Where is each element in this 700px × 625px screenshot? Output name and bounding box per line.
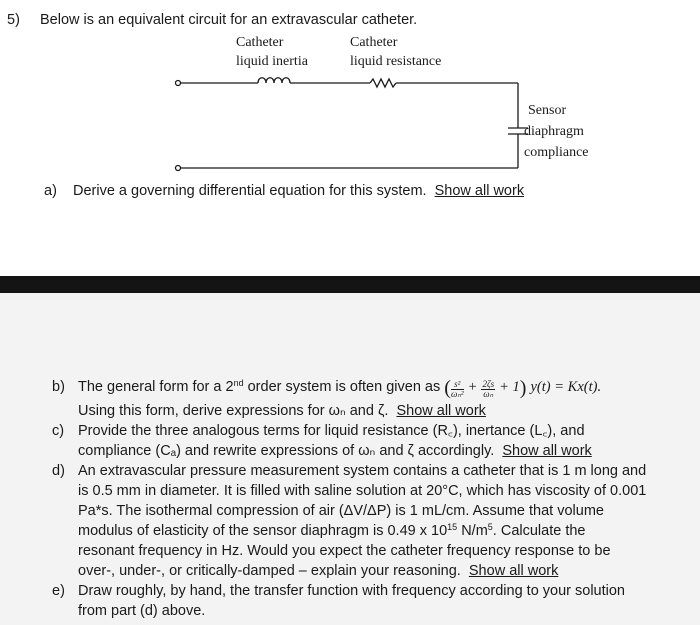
part-e-line-1: Draw roughly, by hand, the transfer function with frequency according to your solution (78, 583, 625, 599)
inductor-symbol (258, 78, 290, 83)
part-e-line-2: from part (d) above. (78, 603, 206, 619)
part-b-letter: b) (52, 379, 65, 395)
label-catheter-resistance-1: Catheter (350, 35, 398, 50)
part-d-sup-2: 5 (487, 522, 493, 532)
equation-fraction-2 (481, 380, 495, 399)
label-catheter-inertia-1: Catheter (236, 35, 284, 50)
equation-frac2-denominator: ωₙ (483, 389, 494, 399)
part-a-show-work: Show all work (434, 183, 525, 199)
part-d-sup-1: 15 (447, 522, 458, 532)
equation-tail: + 1 (499, 379, 520, 395)
problem-intro: Below is an equivalent circuit for an extravascular catheter. (40, 12, 418, 28)
part-c-show-work: Show all work (502, 443, 592, 459)
part-c-line-2 (78, 443, 592, 460)
part-d-text-4c: . Calculate the (492, 523, 586, 539)
part-d-show-work: Show all work (468, 563, 559, 579)
part-b-superscript: nd (233, 378, 244, 388)
equation-plus: + (467, 379, 478, 395)
equation-fraction-1 (451, 380, 464, 399)
equation-frac2-numerator: 2ζs (482, 379, 495, 389)
label-sensor-3: compliance (524, 145, 589, 160)
part-b-text-prefix: The general form for a 2 (78, 379, 234, 395)
equation-paren-open: ( (444, 377, 451, 399)
part-d-text-6: over-, under-, or critically-damped – explain your reasoning. (78, 563, 461, 579)
part-d-text-4a: modulus of elasticity of the sensor diaphragm is 0.49 x 10 (78, 523, 448, 539)
equation-frac1-numerator: s² (451, 380, 464, 390)
equation-paren-close: ) (519, 377, 527, 399)
part-b-text-mid: order system is often given as (243, 379, 441, 395)
part-d-line-6 (78, 563, 558, 580)
part-a-text: Derive a governing differential equation for this system. (73, 183, 427, 199)
part-b-text-2: Using this form, derive expressions for ωₙ and ζ. (78, 403, 389, 419)
divider-bar (0, 276, 700, 293)
part-d-line-1: An extravascular pressure measurement system contains a catheter that is 1 m long and (78, 463, 647, 479)
label-sensor-1: Sensor (528, 103, 567, 118)
label-catheter-inertia-2: liquid inertia (236, 54, 308, 69)
equation-rhs: y(t) = Kx(t). (530, 379, 602, 395)
part-e-letter: e) (52, 583, 65, 599)
part-a-letter: a) (44, 183, 57, 199)
circuit-diagram (0, 0, 700, 180)
part-d-line-5: resonant frequency in Hz. Would you expect the catheter frequency response to be (78, 543, 611, 559)
equation-frac1-denominator: ωₙ² (450, 389, 464, 399)
part-b-line-1 (78, 379, 601, 399)
resistor-symbol (370, 79, 396, 87)
label-catheter-resistance-2: liquid resistance (350, 54, 442, 69)
part-d-line-3: Pa*s. The isothermal compression of air (ΔV/ΔP) is 1 mL/cm. Assume that volume (78, 503, 604, 519)
part-d-line-2: is 0.5 mm in diameter. It is filled with saline solution at 20°C, which has viscosity of 0.001 (78, 483, 647, 499)
top-terminal (176, 81, 181, 86)
part-c-text-2: compliance (Cₐ) and rewrite expressions of ωₙ and ζ accordingly. (78, 443, 495, 459)
part-b-line-2 (78, 403, 486, 420)
part-c-line-1: Provide the three analogous terms for liquid resistance (R꜀), inertance (L꜀), and (78, 423, 585, 439)
problem-number: 5) (7, 12, 20, 28)
part-d-line-4 (78, 523, 586, 540)
part-d-letter: d) (52, 463, 65, 479)
part-a-line (73, 183, 524, 200)
part-b-show-work: Show all work (396, 403, 486, 419)
part-d-text-4b: N/m (457, 523, 488, 539)
part-c-letter: c) (52, 423, 65, 439)
label-sensor-2: diaphragm (524, 124, 584, 139)
bottom-terminal (176, 166, 181, 171)
